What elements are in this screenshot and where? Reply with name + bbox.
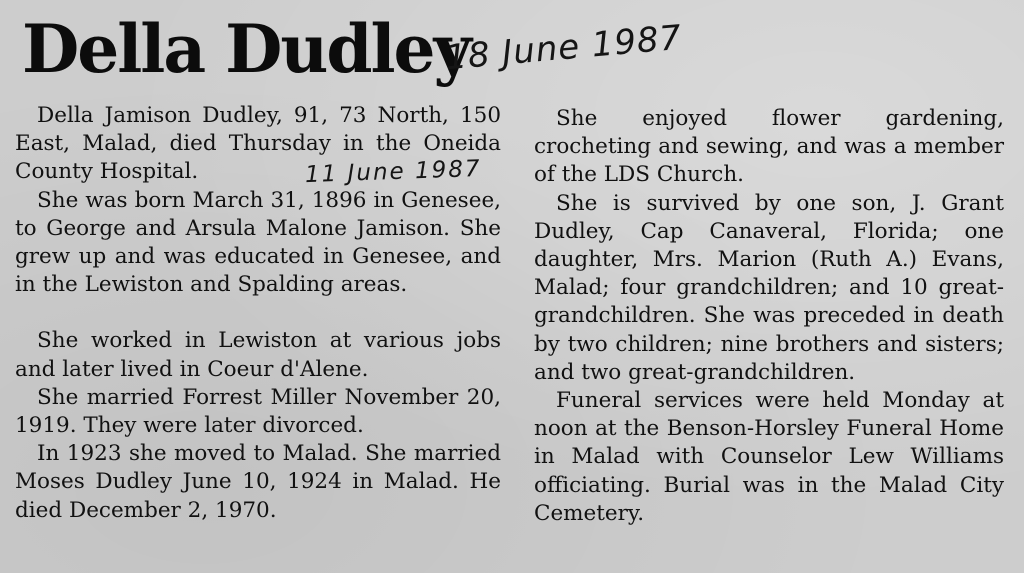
paragraph-death-notice: Della Jamison Dudley, 91, 73 North, 150 East, Malad, died Thursday in the Oneida County Hospital.	[15, 103, 501, 185]
obituary-headline: Della Dudley	[22, 10, 470, 88]
handwritten-publication-date: 18 June 1987	[443, 17, 684, 79]
paragraph-survivors: She is survived by one son, J. Grant Dudley, Cap Canaveral, Florida; one daughter, Mrs. Marion (Ruth A.) Evans, Malad; four grandchildren; and 10 great-grandchildren. She was preceded in death by two children; nine brothers and sisters; and two great-grandchildren.	[534, 190, 1004, 385]
handwritten-death-date: 11 June 1987	[304, 155, 482, 189]
paragraph-funeral: Funeral services were held Monday at noon at the Benson-Horsley Funeral Home in Malad with Counselor Lew Williams officiating. Burial was in the Malad City Cemetery.	[534, 388, 1004, 526]
right-text-column	[534, 105, 1004, 528]
paragraph-birth: She was born March 31, 1896 in Genesee, to George and Arsula Malone Jamison. She grew up and was educated in Genesee, and in the Lewiston and Spalding areas.	[15, 187, 501, 298]
paragraph-work: She worked in Lewiston at various jobs and later lived in Coeur d'Alene.	[15, 328, 501, 382]
paragraph-first-marriage: She married Forrest Miller November 20, 1919. They were later divorced.	[15, 384, 501, 439]
paragraph-second-marriage: In 1923 she moved to Malad. She married Moses Dudley June 10, 1924 in Malad. He died December 2, 1970.	[15, 441, 501, 523]
paragraph-interests: She enjoyed flower gardening, crocheting and sewing, and was a member of the LDS Church.	[534, 106, 1004, 188]
